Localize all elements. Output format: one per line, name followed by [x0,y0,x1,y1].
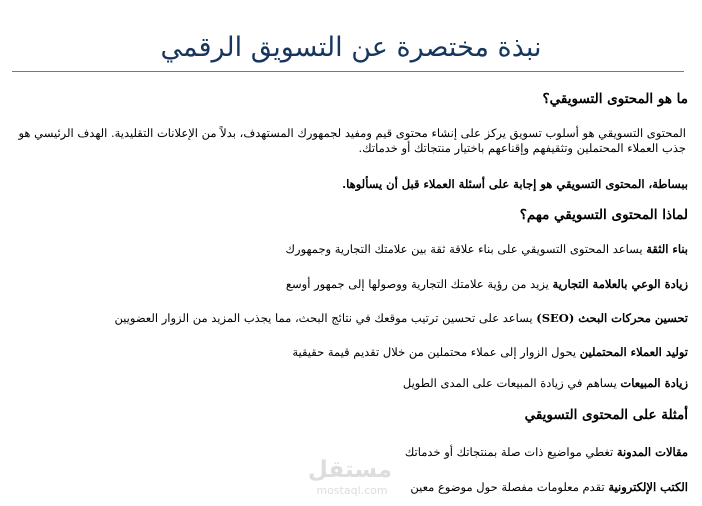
list-item-text: يساعد على تحسين ترتيب موقعك في نتائج البحث، مما يجذب المزيد من الزوار العضويين [114,311,533,325]
list-item-label: زيادة الوعي بالعلامة التجارية [552,277,688,291]
list-item-text: تغطي مواضيع ذات صلة بمنتجاتك أو خدماتك [404,445,614,459]
list-item [28,311,688,326]
definition-paragraph: المحتوى التسويقي هو أسلوب تسويق يركز على إنشاء محتوى قيم ومفيد لجمهورك المستهدف، بدلاً من الإعلانات التقليدية. الهدف الرئيسي هو جذب العملاء المحتملين وتثقيفهم وإقناعهم باختيار منتجاتك أو خدماتك. [18,126,686,155]
list-item-text: يحول الزوار إلى عملاء محتملين من خلال تقديم قيمة حقيقية [292,345,577,359]
list-item-label: مقالات المدونة [616,445,688,459]
simple-summary: ببساطة، المحتوى التسويقي هو إجابة على أسئلة العملاء قبل أن يسألوها. [342,177,688,191]
page-title: نبذة مختصرة عن التسويق الرقمي [160,32,542,63]
title-underline [12,71,684,72]
list-item-label: توليد العملاء المحتملين [579,345,688,359]
list-item [28,376,688,391]
section-heading-what-is: ما هو المحتوى التسويقي؟ [542,91,688,107]
section-heading-examples: أمثلة على المحتوى التسويقي [524,407,688,423]
watermark-brand: مستقل [307,457,392,483]
list-item [28,345,688,360]
section-heading-why-important: لماذا المحتوى التسويقي مهم؟ [519,207,688,223]
list-item-text: يساهم في زيادة المبيعات على المدى الطويل [402,376,617,390]
mostaql-watermark-logo [307,456,392,502]
list-item-label: زيادة المبيعات [620,376,688,390]
list-item-text: يساعد المحتوى التسويقي على بناء علاقة ثقة بين علامتك التجارية وجمهورك [285,242,643,256]
list-item-text: يزيد من رؤية علامتك التجارية ووصولها إلى جمهور أوسع [285,277,549,291]
list-item [28,242,688,257]
list-item [28,277,688,292]
list-item-text: تقدم معلومات مفصلة حول موضوع معين [410,480,605,494]
watermark-domain: mostaql.com [316,484,388,497]
list-item-label: بناء الثقة [646,242,688,256]
list-item-label: الكتب الإلكترونية [608,480,688,494]
list-item-label: تحسين محركات البحث (SEO) [536,311,688,325]
